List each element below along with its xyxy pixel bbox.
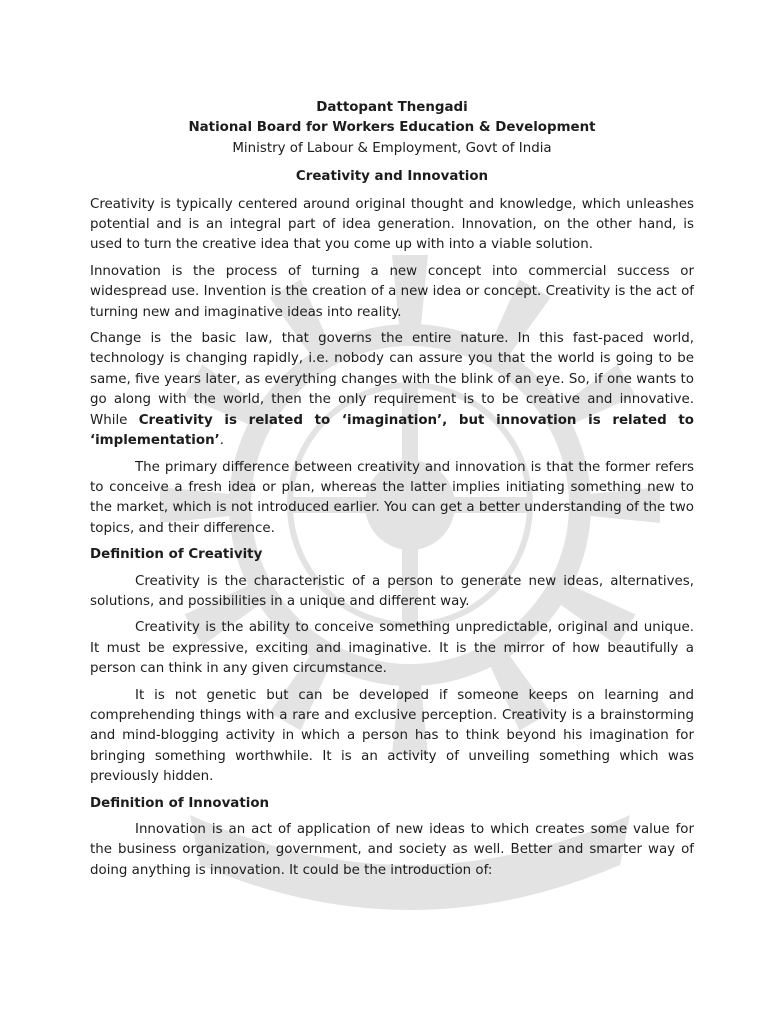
board-name-line: National Board for Workers Education & Development <box>188 120 596 136</box>
creativity-paragraph-2: Creativity is the ability to conceive something unpredictable, original and unique. It must be expressive, exciting and imaginative. It is the mirror of how beautifully a person can think in any given circumstance. <box>90 620 694 677</box>
creativity-paragraph-1: Creativity is the characteristic of a person to generate new ideas, alternatives, solutions, and possibilities in a unique and different way. <box>90 573 694 609</box>
document-title: Creativity and Innovation <box>295 169 489 185</box>
innovation-heading: Definition of Innovation <box>90 795 270 811</box>
document-page <box>90 98 694 887</box>
creativity-heading: Definition of Creativity <box>90 547 263 563</box>
paragraph-text: Change is the basic law, that governs the entire nature. In this fast-paced world, technology is changing rapidly, i.e. nobody can assure you that the world is going to be same, five years later, as everything changes with the blink of an eye. So, if one wants to go along with the world, then the only requirement is to be creative and innovative. While <box>90 331 694 428</box>
intro-paragraph-2: Innovation is the process of turning a new concept into commercial success or widespread use. Invention is the creation of a new idea or concept. Creativity is the act of turning new and imaginative ideas into reality. <box>90 263 694 320</box>
organization-name-line: Dattopant Thengadi <box>316 100 468 115</box>
innovation-paragraph-1: Innovation is an act of application of new ideas to which creates some value for the business organization, government, and society as well. Better and smarter way of doing anything is innovation. It could be the introduction of: <box>90 822 694 878</box>
intro-paragraph-4: The primary difference between creativity and innovation is that the former refers to conceive a fresh idea or plan, whereas the latter implies initiating something new to the market, which is not introduced earlier. You can get a better understanding of the two topics, and their difference. <box>90 459 694 536</box>
creativity-paragraph-3: It is not genetic but can be developed if someone keeps on learning and comprehending things with a rare and exclusive perception. Creativity is a brainstorming and mind-blogging activity in which a person has to think beyond his imagination for bringing something worthwhile. It is an activity of unveiling something which was previously hidden. <box>90 687 694 785</box>
bold-statement: Creativity is related to ‘imagination’, but innovation is related to ‘implementation’ <box>90 412 694 449</box>
ministry-line: Ministry of Labour & Employment, Govt of India <box>232 140 552 156</box>
paragraph-end: . <box>219 433 224 449</box>
document-header <box>90 98 694 159</box>
intro-paragraph-1: Creativity is typically centered around original thought and knowledge, which unleashes potential and is an integral part of idea generation. Innovation, on the other hand, is used to turn the creative idea that you come up with into a viable solution. <box>90 196 694 253</box>
intro-paragraph-3 <box>90 329 694 451</box>
